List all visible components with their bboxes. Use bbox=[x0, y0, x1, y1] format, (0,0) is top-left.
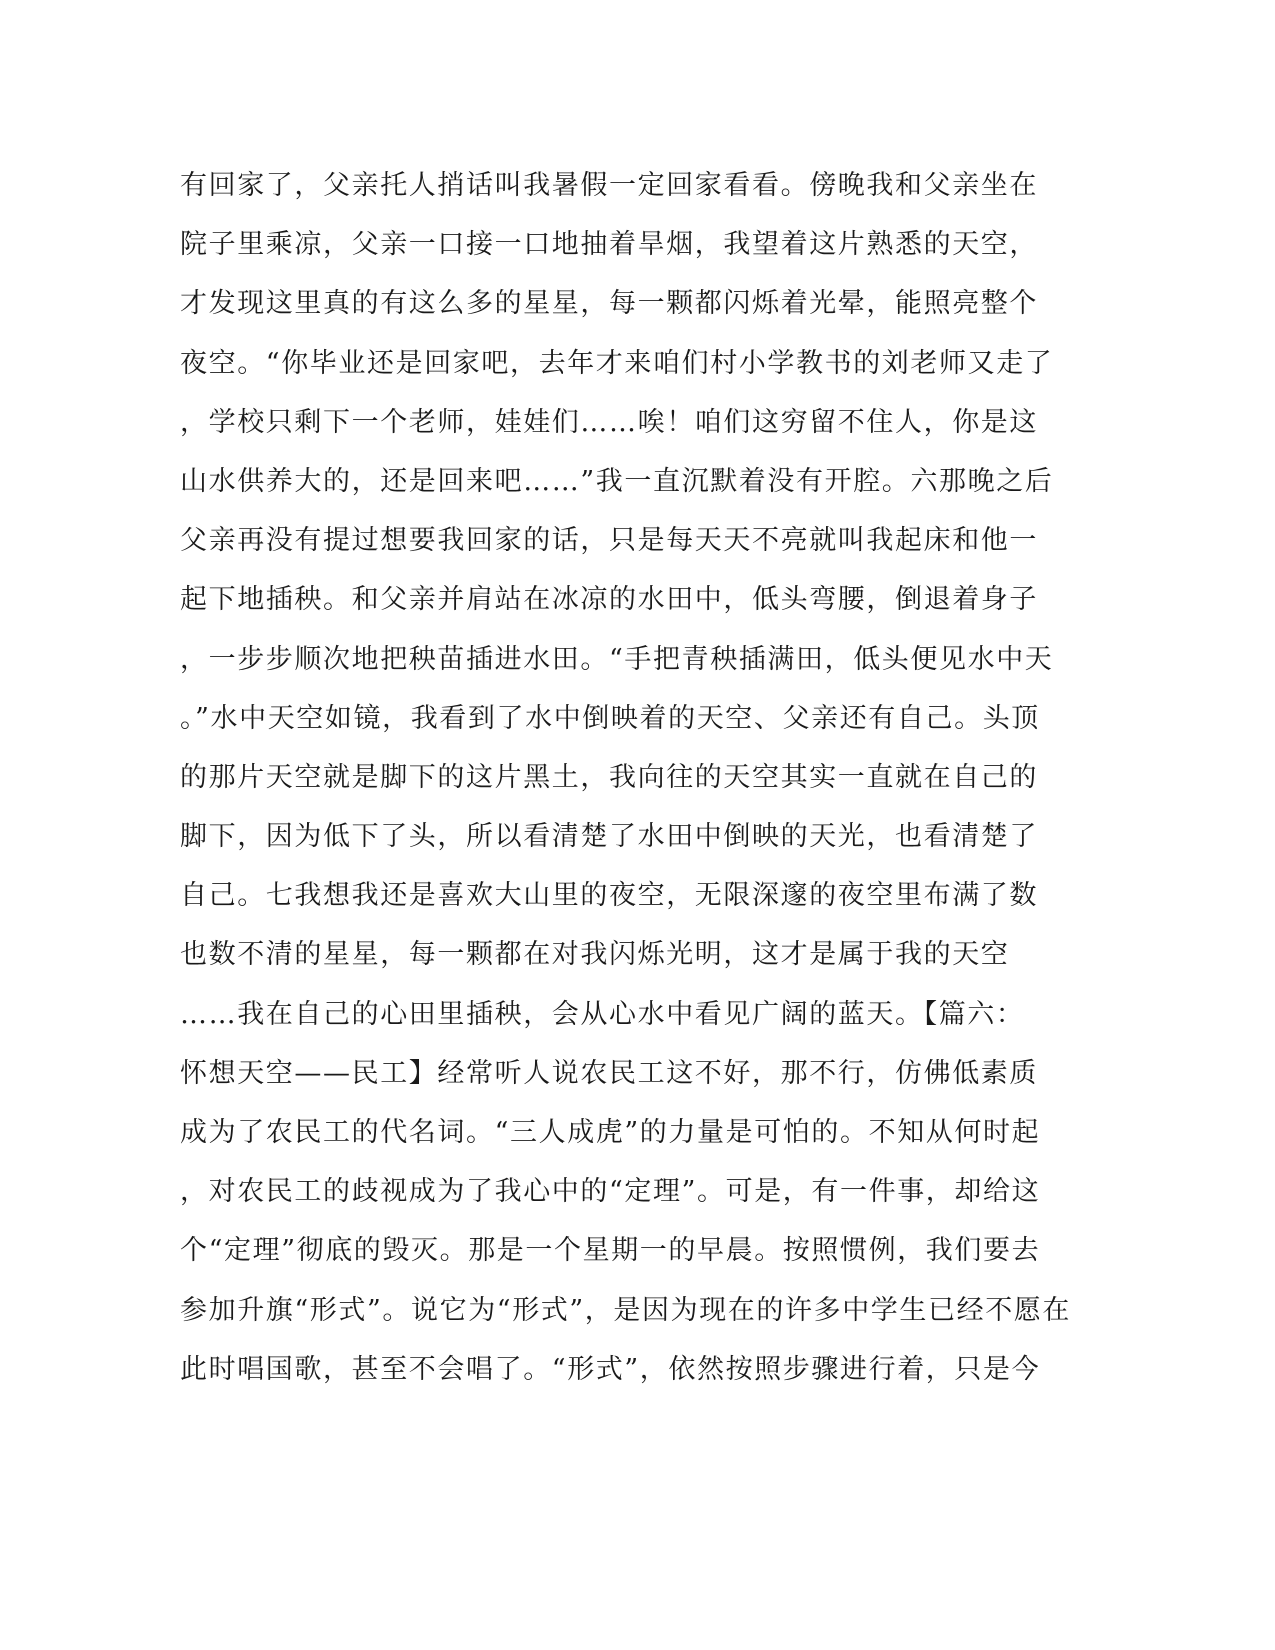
text-line: 才发现这里真的有这么多的星星，每一颗都闪烁着光晕，能照亮整个 bbox=[180, 288, 1038, 320]
text-line: 此时唱国歌，甚至不会唱了。“形式”，依然按照步骤进行着，只是今 bbox=[180, 1353, 1041, 1385]
text-line: ，对农民工的歧视成为了我心中的“定理”。可是，有一件事，却给这 bbox=[180, 1176, 1041, 1208]
text-line: 也数不清的星星，每一颗都在对我闪烁光明，这才是属于我的天空 bbox=[180, 939, 1010, 971]
text-line: ，一步步顺次地把秧苗插进水田。“手把青秧插满田，低头便见水中天 bbox=[180, 643, 1054, 675]
body-text bbox=[180, 156, 1072, 1399]
text-line: 成为了农民工的代名词。“三人成虎”的力量是可怕的。不知从何时起 bbox=[180, 1117, 1041, 1148]
text-line: 父亲再没有提过想要我回家的话，只是每天天不亮就叫我起床和他一 bbox=[180, 525, 1038, 557]
text-line: 自己。七我想我还是喜欢大山里的夜空，无限深邃的夜空里布满了数 bbox=[180, 880, 1038, 912]
text-line: 院子里乘凉，父亲一口接一口地抽着旱烟，我望着这片熟悉的天空， bbox=[180, 229, 1038, 261]
text-line: 怀想天空——民工】经常听人说农民工这不好，那不行，仿佛低素质 bbox=[180, 1057, 1038, 1089]
text-line: 脚下，因为低下了头，所以看清楚了水田中倒映的天光，也看清楚了 bbox=[180, 821, 1038, 853]
text-line: ，学校只剩下一个老师，娃娃们……唉！咱们这穷留不住人，你是这 bbox=[180, 406, 1038, 438]
text-line: 的那片天空就是脚下的这片黑土，我向往的天空其实一直就在自己的 bbox=[180, 761, 1038, 793]
text-line: 夜空。“你毕业还是回家吧，去年才来咱们村小学教书的刘老师又走了 bbox=[180, 347, 1054, 379]
text-line: 有回家了，父亲托人捎话叫我暑假一定回家看看。傍晚我和父亲坐在 bbox=[180, 170, 1038, 201]
text-line: 。”水中天空如镜，我看到了水中倒映着的天空、父亲还有自己。头顶 bbox=[180, 702, 1040, 734]
text-line: 参加升旗“形式”。说它为“形式”，是因为现在的许多中学生已经不愿在 bbox=[180, 1294, 1072, 1326]
text-line: 山水供养大的，还是回来吧……”我一直沉默着没有开腔。六那晚之后 bbox=[180, 465, 1054, 497]
text-line: 起下地插秧。和父亲并肩站在冰凉的水田中，低头弯腰，倒退着身子 bbox=[180, 584, 1038, 616]
text-line: 个“定理”彻底的毁灭。那是一个星期一的早晨。按照惯例，我们要去 bbox=[180, 1235, 1041, 1267]
text-line: ……我在自己的心田里插秧，会从心水中看见广阔的蓝天。【篇六： bbox=[180, 998, 1025, 1030]
